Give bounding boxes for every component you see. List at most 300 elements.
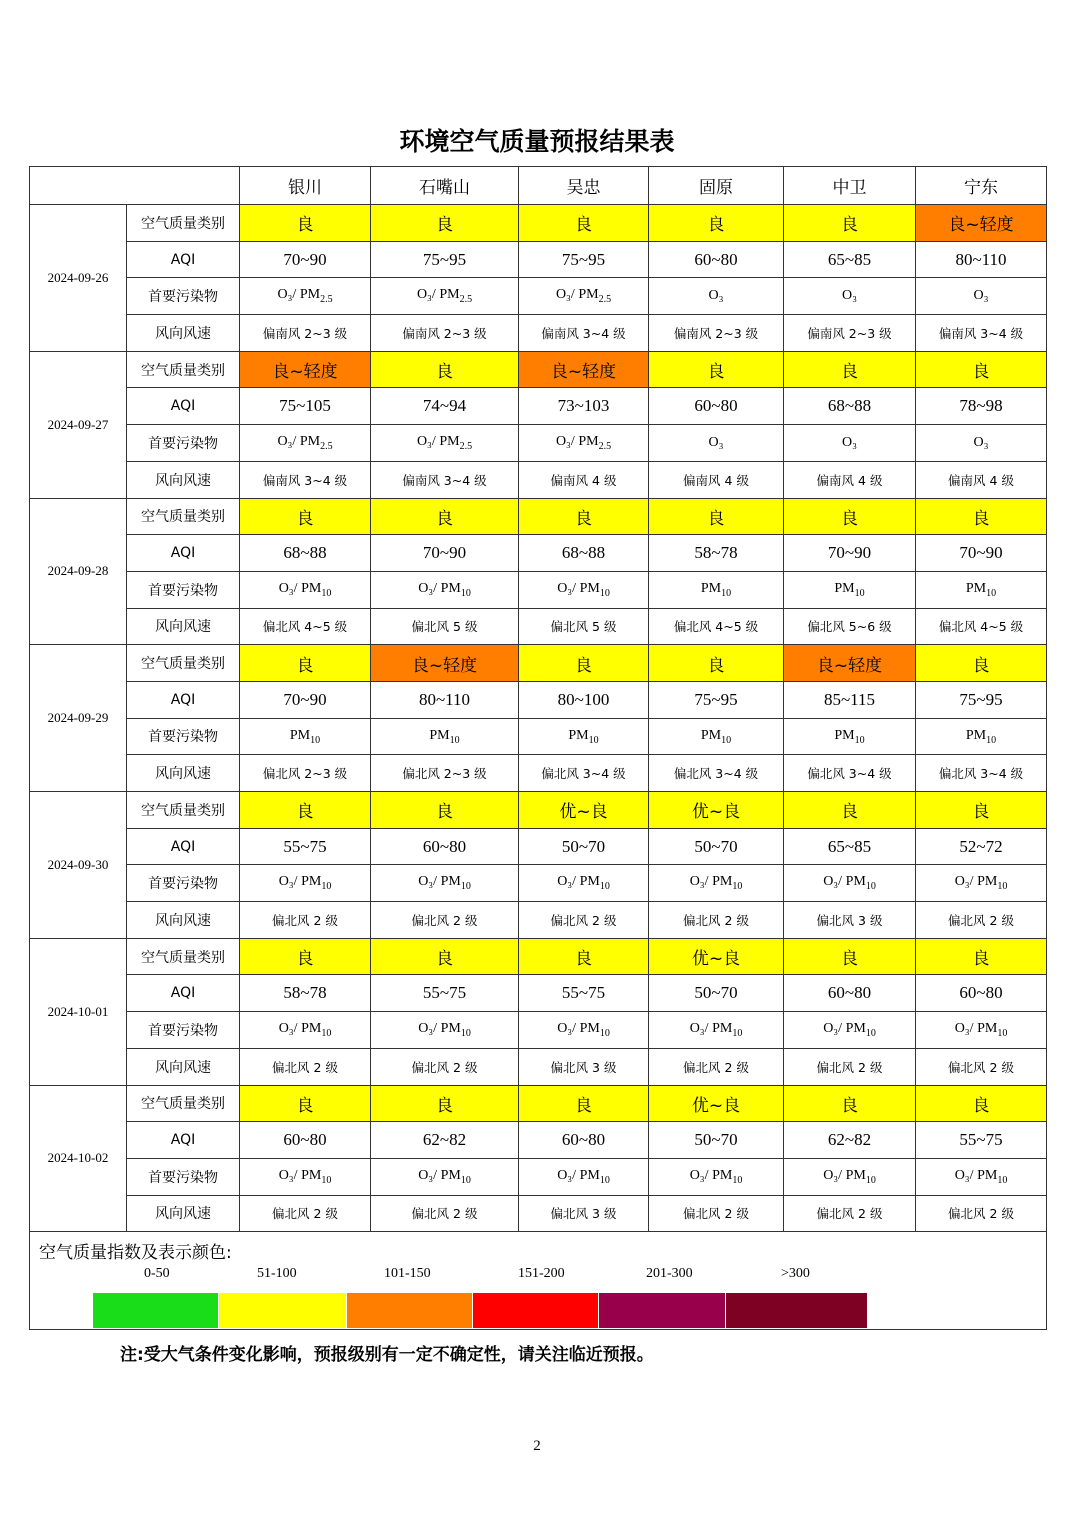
pollutant-name: PM	[289, 727, 311, 743]
aqi-cell: 70~90	[916, 535, 1047, 572]
pollutant-name: O₃/ PM	[418, 580, 461, 596]
pollutant-name: O₃	[842, 288, 857, 304]
pollutant-subscript: 10	[460, 587, 471, 599]
aqi-row	[30, 1122, 1047, 1159]
wind-cell: 偏北风 2 级	[371, 902, 519, 939]
pollutant-subscript: 10	[599, 1027, 610, 1039]
aqi-cell: 68~88	[240, 535, 371, 572]
row-label: AQI	[127, 535, 240, 572]
pollutant-cell	[519, 1012, 649, 1049]
aqi-cell: 55~75	[240, 828, 371, 865]
aqi-cell: 70~90	[371, 535, 519, 572]
wind-cell: 偏南风 4 级	[784, 461, 916, 498]
pollutant-cell	[916, 1158, 1047, 1195]
pollutant-subscript: 2.5	[459, 294, 473, 306]
wind-cell: 偏北风 2 级	[240, 1048, 371, 1085]
wind-cell: 偏北风 2 级	[649, 902, 784, 939]
wind-cell: 偏北风 2 级	[240, 902, 371, 939]
category-cell: 优~良	[649, 1085, 784, 1122]
pollutant-cell	[784, 1012, 916, 1049]
row-label: 首要污染物	[127, 865, 240, 902]
pollutant-name: O₃/ PM	[557, 1167, 600, 1183]
category-cell: 良	[240, 498, 371, 535]
category-row	[30, 792, 1047, 829]
pollutant-cell	[371, 865, 519, 902]
wind-cell: 偏南风 3~4 级	[916, 315, 1047, 352]
pollutant-cell	[371, 718, 519, 755]
pollutant-name: PM	[965, 727, 987, 743]
category-cell: 良	[519, 645, 649, 682]
pollutant-subscript: 10	[732, 1027, 743, 1039]
wind-cell: 偏南风 2~3 级	[240, 315, 371, 352]
category-cell: 良	[371, 498, 519, 535]
pollutant-subscript: 10	[599, 881, 610, 893]
pollutant-subscript: 10	[460, 1027, 471, 1039]
wind-cell: 偏北风 2~3 级	[240, 755, 371, 792]
pollutant-name: O₃/ PM	[823, 1021, 866, 1037]
pollutant-cell	[240, 718, 371, 755]
pollutant-cell	[916, 425, 1047, 462]
date-cell: 2024-09-30	[30, 792, 127, 939]
category-row	[30, 1085, 1047, 1122]
pollutant-subscript: 10	[460, 881, 471, 893]
pollutant-subscript: 10	[721, 734, 732, 746]
pollutant-name: O₃/ PM	[954, 874, 998, 890]
row-label: 首要污染物	[127, 718, 240, 755]
aqi-cell: 75~105	[240, 388, 371, 425]
pollutant-subscript: 2.5	[598, 440, 612, 452]
row-label: AQI	[127, 1122, 240, 1159]
pollutant-cell	[916, 278, 1047, 315]
aqi-cell: 78~98	[916, 388, 1047, 425]
aqi-cell: 50~70	[649, 1122, 784, 1159]
legend-swatch	[599, 1293, 725, 1328]
pollutant-name: O₃/ PM	[418, 1021, 461, 1037]
wind-cell: 偏北风 2 级	[916, 902, 1047, 939]
pollutant-name: O₃/ PM	[954, 1021, 998, 1037]
category-cell: 良	[916, 792, 1047, 829]
wind-cell: 偏北风 3~4 级	[784, 755, 916, 792]
wind-cell: 偏南风 2~3 级	[784, 315, 916, 352]
pollutant-subscript: 10	[321, 587, 332, 599]
wind-cell: 偏北风 3 级	[519, 1195, 649, 1232]
pollutant-cell	[916, 571, 1047, 608]
row-label: 风向风速	[127, 461, 240, 498]
pollutant-name: O₃/ PM	[278, 1167, 322, 1183]
aqi-row	[30, 975, 1047, 1012]
city-header: 中卫	[784, 167, 916, 205]
pollutant-cell	[240, 865, 371, 902]
aqi-cell: 70~90	[784, 535, 916, 572]
category-cell: 良	[371, 205, 519, 242]
category-cell: 良	[649, 351, 784, 388]
wind-cell: 偏南风 3~4 级	[519, 315, 649, 352]
pollutant-name: O₃/ PM	[278, 580, 322, 596]
aqi-cell: 80~100	[519, 681, 649, 718]
city-header: 石嘴山	[371, 167, 519, 205]
pollutant-name: PM	[965, 580, 987, 596]
pollutant-name: O₃/ PM	[277, 287, 321, 303]
legend-swatch	[726, 1293, 867, 1328]
aqi-row	[30, 828, 1047, 865]
category-cell: 良	[784, 1085, 916, 1122]
row-label: 空气质量类别	[127, 351, 240, 388]
category-cell: 良	[519, 498, 649, 535]
category-cell: 良	[784, 351, 916, 388]
pollutant-subscript: 10	[997, 881, 1008, 893]
city-header: 固原	[649, 167, 784, 205]
category-cell: 良~轻度	[371, 645, 519, 682]
date-cell: 2024-09-26	[30, 205, 127, 352]
pollutant-cell	[784, 865, 916, 902]
pollutant-cell	[240, 1012, 371, 1049]
legend-swatch	[347, 1293, 472, 1328]
pollutant-row	[30, 1158, 1047, 1195]
pollutant-name: PM	[700, 580, 722, 596]
pollutant-name: O₃/ PM	[689, 1021, 733, 1037]
legend-swatch	[93, 1293, 218, 1328]
row-label: AQI	[127, 828, 240, 865]
aqi-cell: 60~80	[371, 828, 519, 865]
aqi-cell: 73~103	[519, 388, 649, 425]
pollutant-name: O₃/ PM	[555, 434, 599, 450]
pollutant-subscript: 2.5	[598, 294, 612, 306]
category-cell: 优~良	[519, 792, 649, 829]
wind-cell: 偏南风 2~3 级	[371, 315, 519, 352]
row-label: 首要污染物	[127, 278, 240, 315]
pollutant-row	[30, 571, 1047, 608]
pollutant-name: O₃/ PM	[557, 1021, 600, 1037]
pollutant-subscript: 10	[449, 734, 460, 746]
row-label: 首要污染物	[127, 425, 240, 462]
pollutant-cell	[916, 865, 1047, 902]
pollutant-cell	[240, 1158, 371, 1195]
category-cell: 良~轻度	[519, 351, 649, 388]
wind-cell: 偏北风 3 级	[519, 1048, 649, 1085]
wind-row	[30, 315, 1047, 352]
pollutant-subscript: 10	[460, 1174, 471, 1186]
legend-range-label: 0-50	[144, 1266, 170, 1282]
wind-cell: 偏北风 2 级	[916, 1048, 1047, 1085]
pollutant-name: O₃/ PM	[277, 434, 321, 450]
aqi-cell: 58~78	[240, 975, 371, 1012]
pollutant-name: PM	[834, 727, 855, 743]
pollutant-name: O₃/ PM	[416, 434, 460, 450]
category-cell: 良	[519, 205, 649, 242]
aqi-cell: 65~85	[784, 241, 916, 278]
wind-row	[30, 461, 1047, 498]
date-cell: 2024-09-29	[30, 645, 127, 792]
pollutant-subscript: 10	[588, 734, 599, 746]
pollutant-cell	[371, 571, 519, 608]
pollutant-cell	[784, 718, 916, 755]
aqi-cell: 55~75	[519, 975, 649, 1012]
date-cell: 2024-09-28	[30, 498, 127, 645]
category-cell: 良	[240, 792, 371, 829]
disclaimer-note: 注:受大气条件变化影响，预报级别有一定不确定性，请关注临近预报。	[120, 1345, 654, 1365]
category-cell: 良	[519, 938, 649, 975]
row-label: 风向风速	[127, 755, 240, 792]
pollutant-subscript: 10	[997, 1027, 1008, 1039]
pollutant-cell	[649, 1158, 784, 1195]
pollutant-name: O₃	[708, 434, 724, 450]
aqi-cell: 68~88	[784, 388, 916, 425]
wind-cell: 偏北风 2 级	[784, 1048, 916, 1085]
category-cell: 良	[916, 1085, 1047, 1122]
pollutant-subscript: 10	[997, 1174, 1008, 1186]
category-cell: 良	[784, 792, 916, 829]
row-label: 空气质量类别	[127, 792, 240, 829]
row-label: 风向风速	[127, 902, 240, 939]
pollutant-subscript: 10	[321, 1174, 332, 1186]
aqi-cell: 50~70	[649, 975, 784, 1012]
pollutant-subscript: 10	[721, 587, 732, 599]
pollutant-subscript: 10	[599, 587, 610, 599]
pollutant-cell	[784, 571, 916, 608]
pollutant-cell	[519, 1158, 649, 1195]
category-cell: 良~轻度	[916, 205, 1047, 242]
aqi-cell: 65~85	[784, 828, 916, 865]
pollutant-subscript: 10	[732, 881, 743, 893]
pollutant-subscript: 10	[854, 587, 865, 599]
wind-cell: 偏南风 3~4 级	[240, 461, 371, 498]
pollutant-cell	[519, 718, 649, 755]
row-label: 风向风速	[127, 1048, 240, 1085]
wind-row	[30, 608, 1047, 645]
wind-cell: 偏北风 2 级	[649, 1195, 784, 1232]
wind-row	[30, 1048, 1047, 1085]
city-header: 吴忠	[519, 167, 649, 205]
pollutant-subscript: 10	[310, 734, 321, 746]
aqi-cell: 75~95	[371, 241, 519, 278]
aqi-cell: 80~110	[371, 681, 519, 718]
pollutant-cell	[371, 1012, 519, 1049]
city-header: 银川	[240, 167, 371, 205]
category-row	[30, 351, 1047, 388]
pollutant-name: O₃/ PM	[689, 1167, 733, 1183]
pollutant-name: PM	[700, 727, 722, 743]
aqi-cell: 55~75	[371, 975, 519, 1012]
category-cell: 优~良	[649, 938, 784, 975]
aqi-cell: 60~80	[784, 975, 916, 1012]
legend-title: 空气质量指数及表示颜色:	[39, 1243, 232, 1264]
date-cell: 2024-10-01	[30, 938, 127, 1085]
pollutant-name: O₃	[842, 434, 857, 450]
category-cell: 良	[371, 351, 519, 388]
legend-range-label: 201-300	[646, 1266, 693, 1282]
category-cell: 良	[916, 938, 1047, 975]
category-cell: 良~轻度	[240, 351, 371, 388]
pollutant-cell	[371, 425, 519, 462]
date-cell: 2024-09-27	[30, 351, 127, 498]
aqi-cell: 80~110	[916, 241, 1047, 278]
wind-cell: 偏北风 2 级	[519, 902, 649, 939]
category-cell: 良~轻度	[784, 645, 916, 682]
category-cell: 良	[649, 205, 784, 242]
pollutant-name: O₃/ PM	[418, 874, 461, 890]
pollutant-row	[30, 1012, 1047, 1049]
row-label: 空气质量类别	[127, 498, 240, 535]
category-cell: 良	[240, 1085, 371, 1122]
row-label: 风向风速	[127, 608, 240, 645]
pollutant-name: O₃/ PM	[418, 1167, 461, 1183]
aqi-row	[30, 241, 1047, 278]
pollutant-cell	[649, 425, 784, 462]
pollutant-name: O₃/ PM	[555, 287, 599, 303]
wind-cell: 偏北风 2 级	[784, 1195, 916, 1232]
aqi-cell: 50~70	[649, 828, 784, 865]
pollutant-subscript: 10	[321, 1027, 332, 1039]
aqi-cell: 70~90	[240, 681, 371, 718]
aqi-cell: 60~80	[649, 388, 784, 425]
aqi-cell: 50~70	[519, 828, 649, 865]
legend-range-label: 151-200	[518, 1266, 565, 1282]
pollutant-cell	[649, 278, 784, 315]
category-cell: 良	[371, 1085, 519, 1122]
row-label: AQI	[127, 681, 240, 718]
row-label: 空气质量类别	[127, 938, 240, 975]
pollutant-subscript: 10	[865, 881, 876, 893]
category-cell: 良	[784, 205, 916, 242]
aqi-cell: 74~94	[371, 388, 519, 425]
pollutant-name: PM	[834, 580, 855, 596]
aqi-row	[30, 681, 1047, 718]
pollutant-name: O₃/ PM	[557, 874, 600, 890]
category-cell: 良	[240, 645, 371, 682]
category-cell: 良	[784, 938, 916, 975]
wind-cell: 偏北风 2 级	[371, 1048, 519, 1085]
legend-swatch	[219, 1293, 346, 1328]
pollutant-subscript: 10	[865, 1027, 876, 1039]
row-label: 首要污染物	[127, 1158, 240, 1195]
wind-cell: 偏北风 4~5 级	[240, 608, 371, 645]
pollutant-cell	[784, 425, 916, 462]
aqi-cell: 62~82	[784, 1122, 916, 1159]
wind-row	[30, 902, 1047, 939]
category-cell: 优~良	[649, 792, 784, 829]
category-row	[30, 645, 1047, 682]
category-cell: 良	[916, 645, 1047, 682]
aqi-cell: 60~80	[916, 975, 1047, 1012]
aqi-cell: 68~88	[519, 535, 649, 572]
aqi-cell: 52~72	[916, 828, 1047, 865]
pollutant-cell	[371, 1158, 519, 1195]
row-label: 首要污染物	[127, 1012, 240, 1049]
legend-swatch	[473, 1293, 598, 1328]
wind-row	[30, 1195, 1047, 1232]
pollutant-name: O₃	[708, 288, 724, 304]
pollutant-subscript: 10	[854, 734, 865, 746]
row-label: AQI	[127, 388, 240, 425]
category-row	[30, 205, 1047, 242]
pollutant-cell	[649, 571, 784, 608]
aqi-cell: 85~115	[784, 681, 916, 718]
row-label: 空气质量类别	[127, 205, 240, 242]
wind-cell: 偏南风 4 级	[519, 461, 649, 498]
pollutant-cell	[240, 278, 371, 315]
pollutant-name: O₃	[973, 434, 989, 450]
pollutant-name: PM	[568, 727, 589, 743]
category-cell: 良	[240, 938, 371, 975]
pollutant-cell	[649, 1012, 784, 1049]
pollutant-subscript: 2.5	[320, 440, 333, 452]
pollutant-name: O₃/ PM	[954, 1167, 998, 1183]
pollutant-name: PM	[429, 727, 450, 743]
legend-cell	[30, 1232, 1047, 1330]
pollutant-cell	[649, 865, 784, 902]
wind-cell: 偏南风 4 级	[649, 461, 784, 498]
category-cell: 良	[916, 498, 1047, 535]
category-cell: 良	[784, 498, 916, 535]
category-row	[30, 938, 1047, 975]
wind-row	[30, 755, 1047, 792]
row-label: 首要污染物	[127, 571, 240, 608]
legend-row	[30, 1232, 1047, 1330]
pollutant-cell	[916, 1012, 1047, 1049]
pollutant-subscript: 10	[321, 881, 332, 893]
wind-cell: 偏北风 2 级	[371, 1195, 519, 1232]
category-cell: 良	[916, 351, 1047, 388]
pollutant-cell	[519, 865, 649, 902]
row-label: AQI	[127, 241, 240, 278]
wind-cell: 偏北风 3~4 级	[916, 755, 1047, 792]
category-cell: 良	[371, 792, 519, 829]
wind-cell: 偏北风 5 级	[371, 608, 519, 645]
pollutant-name: O₃	[973, 288, 989, 304]
aqi-cell: 60~80	[240, 1122, 371, 1159]
wind-cell: 偏北风 5~6 级	[784, 608, 916, 645]
pollutant-name: O₃/ PM	[689, 874, 733, 890]
category-cell: 良	[519, 1085, 649, 1122]
aqi-cell: 58~78	[649, 535, 784, 572]
pollutant-cell	[519, 425, 649, 462]
pollutant-name: O₃/ PM	[278, 874, 322, 890]
category-row	[30, 498, 1047, 535]
wind-cell: 偏北风 2~3 级	[371, 755, 519, 792]
pollutant-subscript: 10	[986, 587, 997, 599]
aqi-cell: 75~95	[519, 241, 649, 278]
aqi-cell: 55~75	[916, 1122, 1047, 1159]
pollutant-row	[30, 865, 1047, 902]
page-number: 2	[533, 1438, 541, 1454]
aqi-cell: 75~95	[649, 681, 784, 718]
legend-range-label: 51-100	[257, 1266, 297, 1282]
page-title: 环境空气质量预报结果表	[399, 127, 675, 156]
aqi-row	[30, 388, 1047, 425]
pollutant-cell	[240, 571, 371, 608]
pollutant-subscript: 10	[732, 1174, 743, 1186]
pollutant-name: O₃/ PM	[823, 1167, 866, 1183]
category-cell: 良	[649, 645, 784, 682]
pollutant-row	[30, 718, 1047, 755]
wind-cell: 偏北风 2 级	[649, 1048, 784, 1085]
pollutant-subscript: 2.5	[459, 440, 473, 452]
pollutant-cell	[240, 425, 371, 462]
wind-cell: 偏北风 5 级	[519, 608, 649, 645]
category-cell: 良	[371, 938, 519, 975]
pollutant-subscript: 10	[599, 1174, 610, 1186]
wind-cell: 偏北风 3 级	[784, 902, 916, 939]
wind-cell: 偏南风 4 级	[916, 461, 1047, 498]
legend-range-label: >300	[781, 1266, 810, 1282]
pollutant-cell	[784, 1158, 916, 1195]
wind-cell: 偏北风 3~4 级	[519, 755, 649, 792]
pollutant-name: O₃/ PM	[278, 1021, 322, 1037]
header-blank-cell	[30, 167, 240, 205]
wind-cell: 偏南风 3~4 级	[371, 461, 519, 498]
wind-cell: 偏北风 4~5 级	[649, 608, 784, 645]
city-header: 宁东	[916, 167, 1047, 205]
